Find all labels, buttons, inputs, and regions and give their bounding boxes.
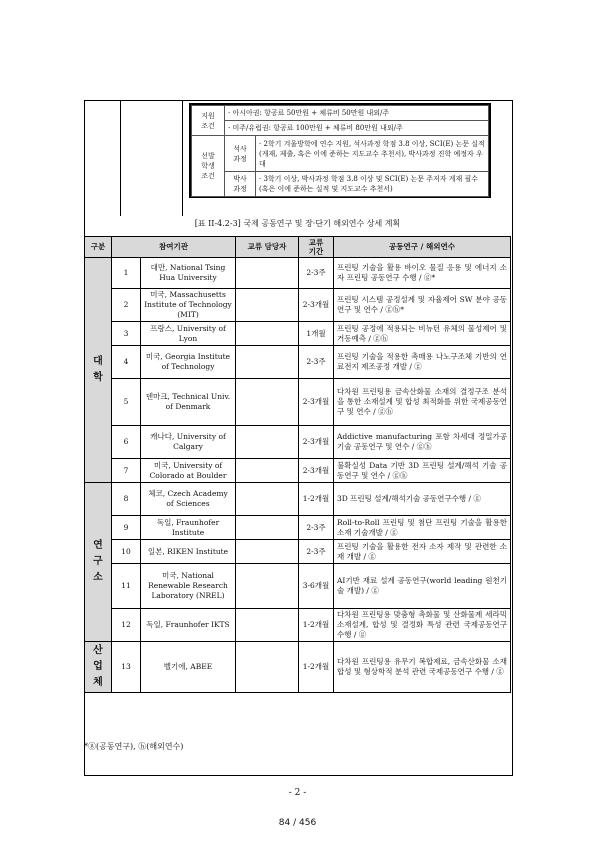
period-cell: 2-3주 <box>299 516 334 540</box>
research-cell: 다차원 프린팅용 유무기 복합제료, 금속산화물 소재 합성 및 형상학적 분석 관련 국제공동연구 수행 / ⓖ <box>334 642 511 693</box>
selection-label: 선발 학생 조건 <box>192 136 225 197</box>
criteria-table <box>191 105 489 197</box>
table-row <box>85 258 511 289</box>
page-number: - 2 - <box>288 788 307 798</box>
support-label: 지원 조건 <box>192 106 225 136</box>
frame-divider <box>120 101 121 216</box>
table-row <box>85 322 511 346</box>
row-number: 7 <box>112 459 141 483</box>
row-number: 10 <box>112 540 141 564</box>
table-row <box>85 379 511 426</box>
period-cell: 1-2개월 <box>299 609 334 642</box>
manager-cell <box>236 564 299 609</box>
page-total: 84 / 456 <box>278 818 317 828</box>
institution-cell: 미국, University of Colorado at Boulder <box>141 459 236 483</box>
institution-cell: 미국, National Renewable Research Laboratory (NREL) <box>141 564 236 609</box>
research-cell: 불확실성 Data 기반 3D 프린팅 설계/해석 기술 공동연구 및 연수 / ⓖⓗ <box>334 459 511 483</box>
institution-cell: 덴마크, Technical Univ. of Denmark <box>141 379 236 426</box>
institution-cell: 대만, National Tsing Hua University <box>141 258 236 289</box>
table-caption: [표 II-4.2-3] 국제 공동연구 및 장·단기 해외연수 상세 계획 <box>194 219 401 228</box>
row-number: 1 <box>112 258 141 289</box>
manager-cell <box>236 459 299 483</box>
period-cell: 2-3주 <box>299 346 334 379</box>
table-row <box>85 426 511 459</box>
table-row <box>85 459 511 483</box>
header-manager: 교류 담당자 <box>236 237 299 258</box>
row-number: 6 <box>112 426 141 459</box>
manager-cell <box>236 346 299 379</box>
manager-cell <box>236 322 299 346</box>
period-cell: 2-3개월 <box>299 289 334 322</box>
research-cell: AI기반 재료 설계 공동연구(world leading 원천기술 개발) / ⓖ <box>334 564 511 609</box>
header-period: 교류 기간 <box>299 237 334 258</box>
period-cell: 1개월 <box>299 322 334 346</box>
master-label: 석사 과정 <box>225 136 256 172</box>
manager-cell <box>236 516 299 540</box>
row-number: 9 <box>112 516 141 540</box>
group-label: 대 학 <box>85 258 112 483</box>
group-label: 산 업 체 <box>85 642 112 693</box>
support-line-2: · 미주/유럽권: 항공료 100만원 + 체류비 80만원 내외/주 <box>225 121 489 136</box>
institution-cell: 캐나다, University of Calgary <box>141 426 236 459</box>
row-number: 12 <box>112 609 141 642</box>
row-number: 4 <box>112 346 141 379</box>
institution-cell: 독일, Fraunhofer Institute <box>141 516 236 540</box>
row-number: 8 <box>112 483 141 516</box>
manager-cell <box>236 642 299 693</box>
institution-cell: 체코, Czech Academy of Sciences <box>141 483 236 516</box>
table-row <box>85 564 511 609</box>
research-cell: 프린팅 기술을 활용 바이오 물질 응용 및 에너지 소자 프린팅 공동연구 수행 / ⓖ* <box>334 258 511 289</box>
research-cell: 3D 프린팅 설계/해석기술 공동연구수행 / ⓖ <box>334 483 511 516</box>
period-cell: 3-6개월 <box>299 564 334 609</box>
period-cell: 1-2개월 <box>299 642 334 693</box>
phd-text: · 3학기 이상, 박사과정 학점 3.8 이상 및 SCI(E) 논문 주저자 게재 필수(혹은 이에 준하는 실적 및 지도교수 추천서) <box>256 172 489 197</box>
manager-cell <box>236 540 299 564</box>
row-number: 13 <box>112 642 141 693</box>
table-row <box>85 289 511 322</box>
manager-cell <box>236 289 299 322</box>
row-number: 5 <box>112 379 141 426</box>
header-research: 공동연구 / 해외연수 <box>334 237 511 258</box>
manager-cell <box>236 609 299 642</box>
criteria-box <box>189 103 491 198</box>
period-cell: 2-3개월 <box>299 426 334 459</box>
institution-cell: 독일, Fraunhofer IKTS <box>141 609 236 642</box>
phd-label: 박사 과정 <box>225 172 256 197</box>
row-number: 2 <box>112 289 141 322</box>
table-row <box>85 609 511 642</box>
research-cell: Addictive manufacturing 포함 차세대 정밀가공 기술 공동연구 및 연수 / ⓖⓗ <box>334 426 511 459</box>
master-text: · 2학기 겨울방학에 연수 지원, 석사과정 학점 3.8 이상, SCI(E) 논문 실적(게재, 제출, 혹은 이에 준하는 지도교수 추천서), 박사과정 진학 예정자 우대 <box>256 136 489 172</box>
research-cell: 프린팅 시스템 공정설계 및 자율제어 SW 분야 공동연구 및 연수 / ⓖⓗ* <box>334 289 511 322</box>
research-cell: 프린팅 공정에 적용되는 비뉴턴 유체의 물성제어 및 거동예측 / ⓖⓗ <box>334 322 511 346</box>
institution-cell: 프랑스, University of Lyon <box>141 322 236 346</box>
row-number: 3 <box>112 322 141 346</box>
frame-divider <box>182 101 183 216</box>
period-cell: 2-3주 <box>299 258 334 289</box>
table-row <box>85 483 511 516</box>
manager-cell <box>236 379 299 426</box>
research-cell: 프린팅 기술을 활용한 전자 소자 제작 및 관련한 소재 개발 / ⓖ <box>334 540 511 564</box>
period-cell: 1-2개월 <box>299 483 334 516</box>
period-cell: 2-3주 <box>299 540 334 564</box>
group-label: 연 구 소 <box>85 483 112 642</box>
support-line-1: · 아시아권: 항공료 50만원 + 체류비 50만원 내외/주 <box>225 106 489 121</box>
manager-cell <box>236 258 299 289</box>
table-row <box>85 346 511 379</box>
table-row <box>85 642 511 693</box>
research-cell: 다차원 프린팅용 금속산화물 소재의 결정구조 분석을 통한 소재설계 및 합성 최적화를 위한 국제공동연구 및 연수 / ⓖⓗ <box>334 379 511 426</box>
period-cell: 2-3개월 <box>299 379 334 426</box>
research-cell: Roll-to-Roll 프린팅 및 첨단 프린팅 기술을 활용한 소재 기술개발 / ⓖ <box>334 516 511 540</box>
row-number: 11 <box>112 564 141 609</box>
institution-cell: 미국, Massachusetts Institute of Technology (MIT) <box>141 289 236 322</box>
header-category: 구분 <box>85 237 112 258</box>
period-cell: 2-3개월 <box>299 459 334 483</box>
institution-cell: 일본, RIKEN Institute <box>141 540 236 564</box>
header-institution: 참여기관 <box>112 237 236 258</box>
table-row <box>85 516 511 540</box>
research-cell: 프린팅 기술을 적용한 촉매용 나노구조체 기반의 연료전지 제조공정 개발 / ⓖ <box>334 346 511 379</box>
manager-cell <box>236 426 299 459</box>
exchange-plan-table <box>84 236 511 693</box>
research-cell: 다차원 프린팅용 맞춤형 촉화물 및 산화물계 세라믹 소재설계, 합성 및 결정화 특성 관련 국제공동연구 수행 / ⓖ <box>334 609 511 642</box>
table-row <box>85 540 511 564</box>
manager-cell <box>236 483 299 516</box>
institution-cell: 벨기에, ABEE <box>141 642 236 693</box>
footnote: *ⓖ(공동연구), ⓗ(해외연수) <box>84 742 184 751</box>
institution-cell: 미국, Georgia Institute of Technology <box>141 346 236 379</box>
